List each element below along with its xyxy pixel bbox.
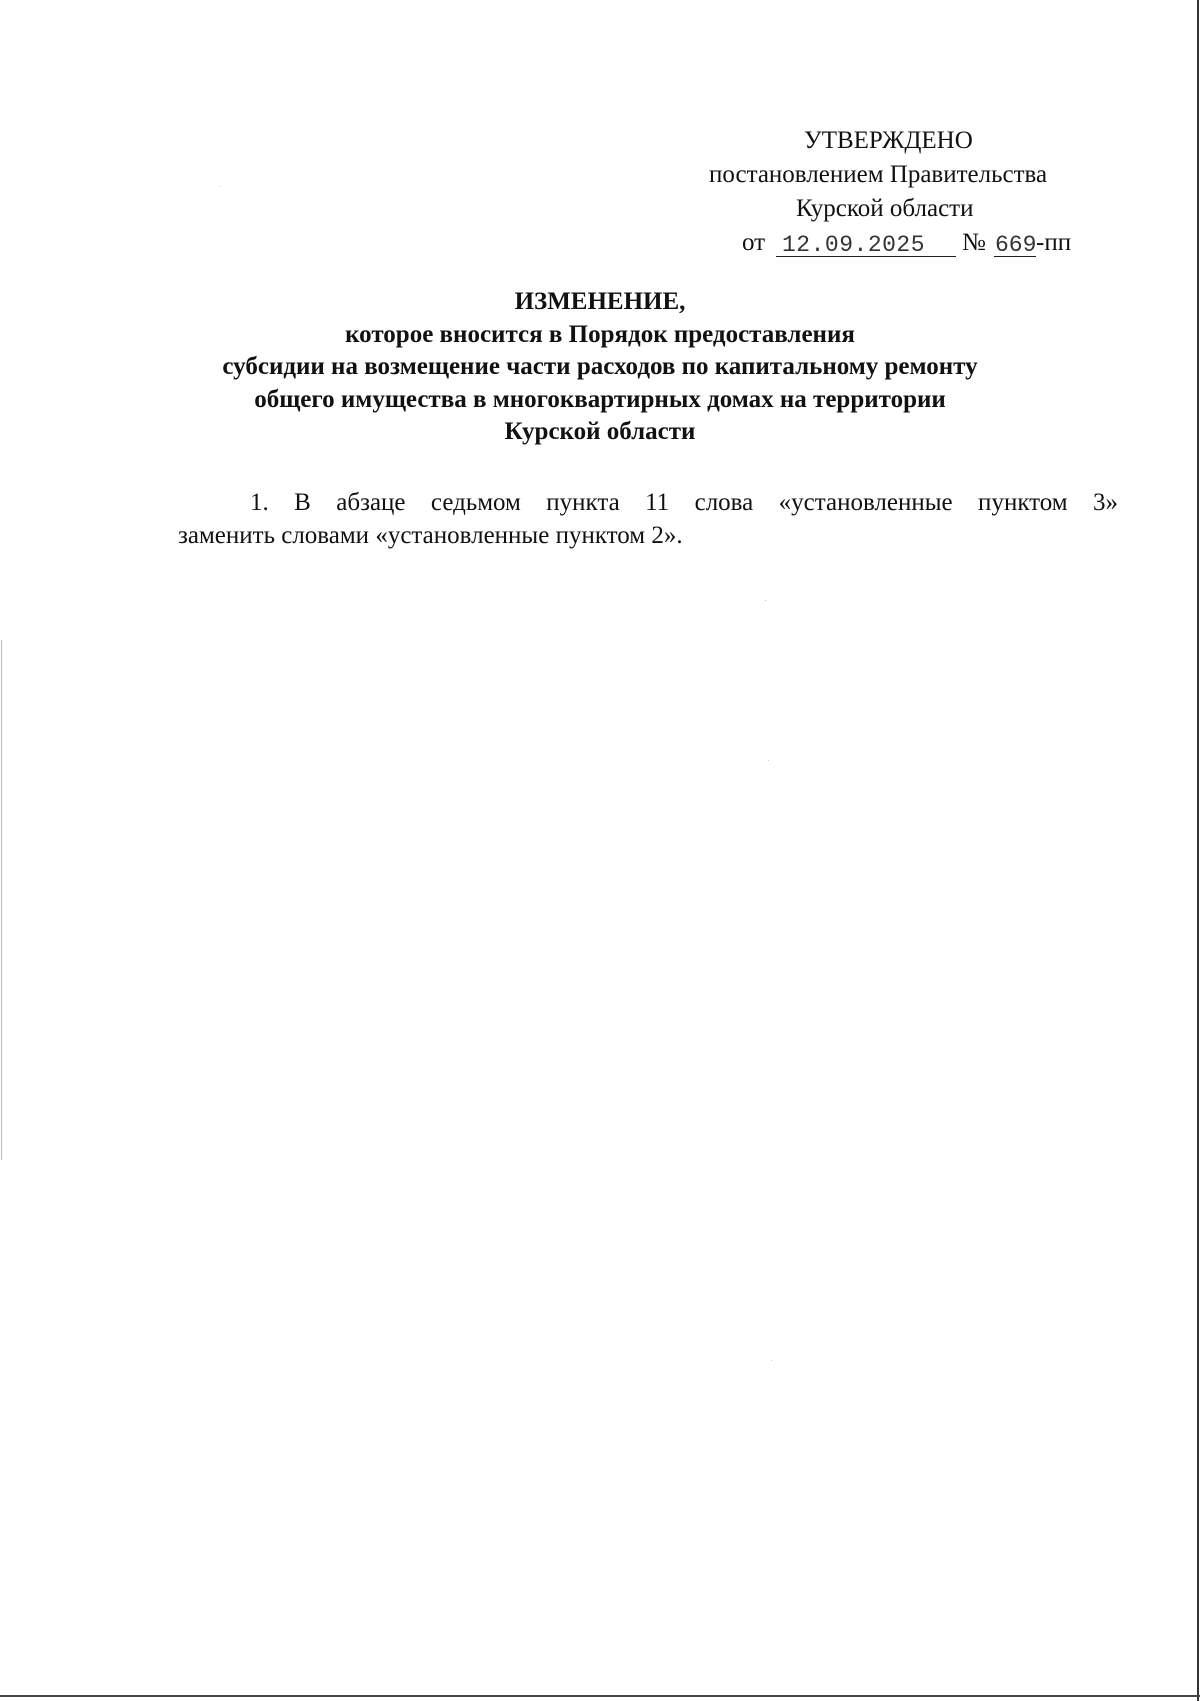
date-value: 12.09.2025 <box>782 232 926 258</box>
document-body <box>178 486 1118 552</box>
date-prefix: от <box>742 229 766 256</box>
heading-line-4: Курской области <box>504 418 696 445</box>
date-field <box>776 226 956 257</box>
scan-speck <box>771 1360 772 1361</box>
approval-region-line: Курской области <box>796 195 974 222</box>
scan-speck <box>220 186 221 187</box>
heading-line-2: субсидии на возмещение части расходов по капитальному ремонту <box>222 353 978 380</box>
number-value: 669 <box>995 232 1037 258</box>
heading-title: ИЗМЕНЕНИЕ, <box>514 288 686 315</box>
document-heading <box>190 286 1010 449</box>
scan-speck <box>765 600 766 601</box>
scan-edge-left <box>1 640 2 1160</box>
number-suffix: -пп <box>1036 229 1072 256</box>
number-field <box>994 226 1036 257</box>
scan-edge-right <box>1197 0 1199 1701</box>
paragraph-1-line-1: 1. В абзаце седьмом пункта 11 слова «установленные пунктом 3» <box>250 489 1118 516</box>
scan-speck <box>768 760 769 761</box>
paragraph-1-line-2: заменить словами «установленные пунктом 2». <box>178 522 683 549</box>
heading-line-3: общего имущества в многоквартирных домах на территории <box>254 385 946 413</box>
approval-title: УТВЕРЖДЕНО <box>804 127 973 154</box>
approval-issuer-line: постановлением Правительства <box>709 161 1048 188</box>
number-sign: № <box>962 229 986 256</box>
approval-date-number-row <box>742 226 1142 260</box>
heading-line-1: которое вносится в Порядок предоставления <box>345 320 855 348</box>
scan-edge-bottom <box>0 1695 1200 1697</box>
